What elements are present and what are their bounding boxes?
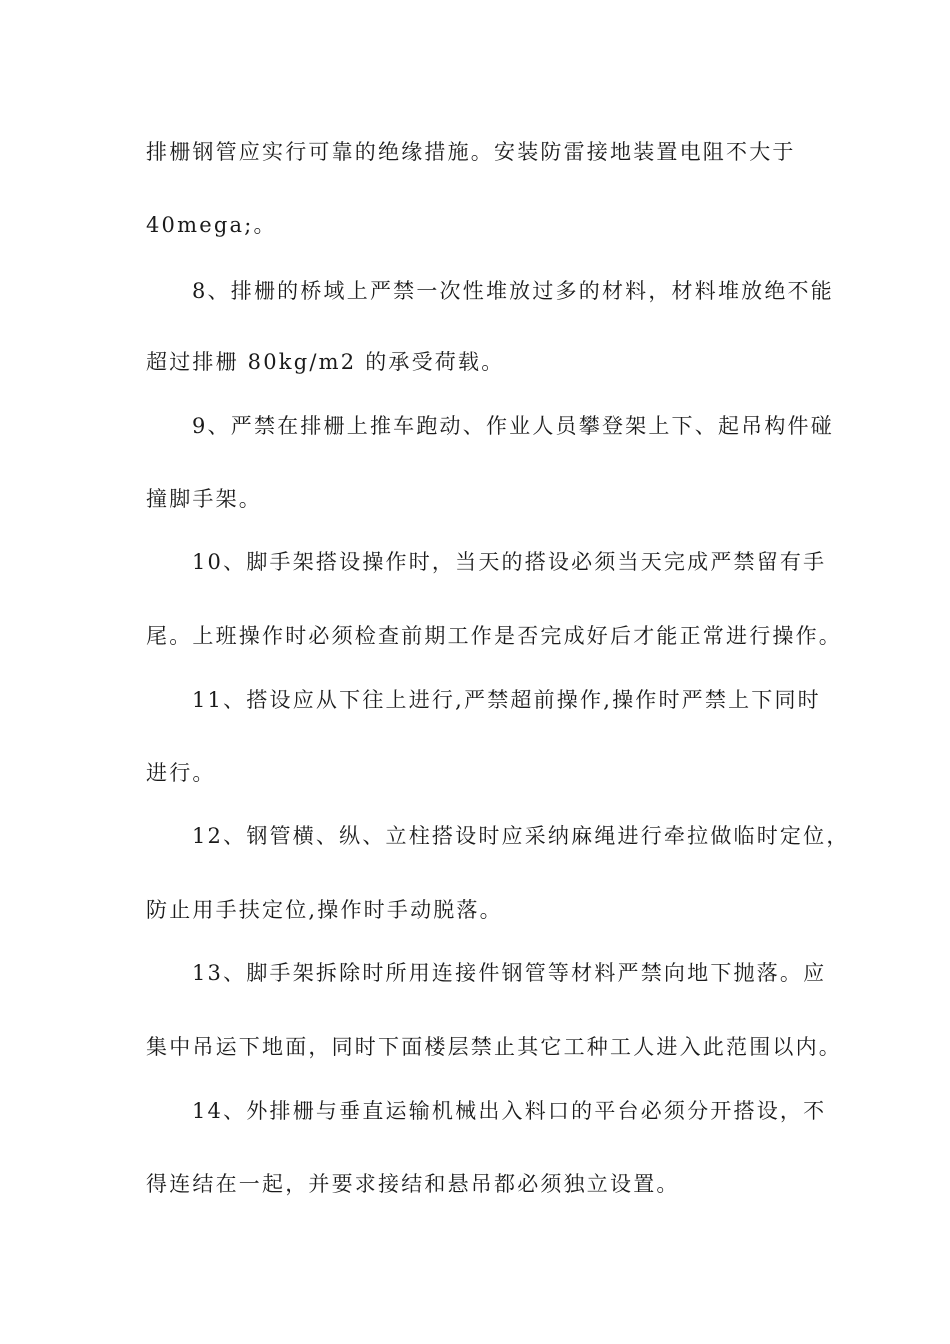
paragraph-11-line-2: 进行。 <box>146 761 216 785</box>
paragraph-7-line-2: 排栅钢管应实行可靠的绝缘措施。安装防雷接地装置电阻不大于 <box>146 140 796 164</box>
paragraph-14-line-1: 14、外排栅与垂直运输机械出入料口的平台必须分开搭设，不 <box>192 1099 827 1123</box>
paragraph-12-line-1: 12、钢管横、纵、立柱搭设时应采纳麻绳进行牵拉做临时定位， <box>192 824 850 848</box>
paragraph-10-line-1: 10、脚手架搭设操作时，当天的搭设必须当天完成严禁留有手 <box>192 550 827 574</box>
paragraph-8-line-1: 8、排栅的桥域上严禁一次性堆放过多的材料，材料堆放绝不能 <box>192 279 834 303</box>
paragraph-10-line-2: 尾。上班操作时必须检查前期工作是否完成好后才能正常进行操作。 <box>146 624 842 648</box>
paragraph-9-line-2: 撞脚手架。 <box>146 487 262 511</box>
paragraph-11-line-1: 11、搭设应从下往上进行,严禁超前操作,操作时严禁上下同时 <box>192 688 821 712</box>
paragraph-9-line-1: 9、严禁在排栅上推车跑动、作业人员攀登架上下、起吊构件碰 <box>192 414 834 438</box>
paragraph-7-line-3: 40mega;。 <box>146 213 277 237</box>
paragraph-13-line-1: 13、脚手架拆除时所用连接件钢管等材料严禁向地下抛落。应 <box>192 961 827 985</box>
paragraph-14-line-2: 得连结在一起，并要求接结和悬吊都必须独立设置。 <box>146 1172 680 1196</box>
paragraph-13-line-2: 集中吊运下地面，同时下面楼层禁止其它工种工人进入此范围以内。 <box>146 1035 842 1059</box>
paragraph-12-line-2: 防止用手扶定位,操作时手动脱落。 <box>146 898 503 922</box>
paragraph-8-line-2: 超过排栅 80kg/m2 的承受荷载。 <box>146 350 505 374</box>
